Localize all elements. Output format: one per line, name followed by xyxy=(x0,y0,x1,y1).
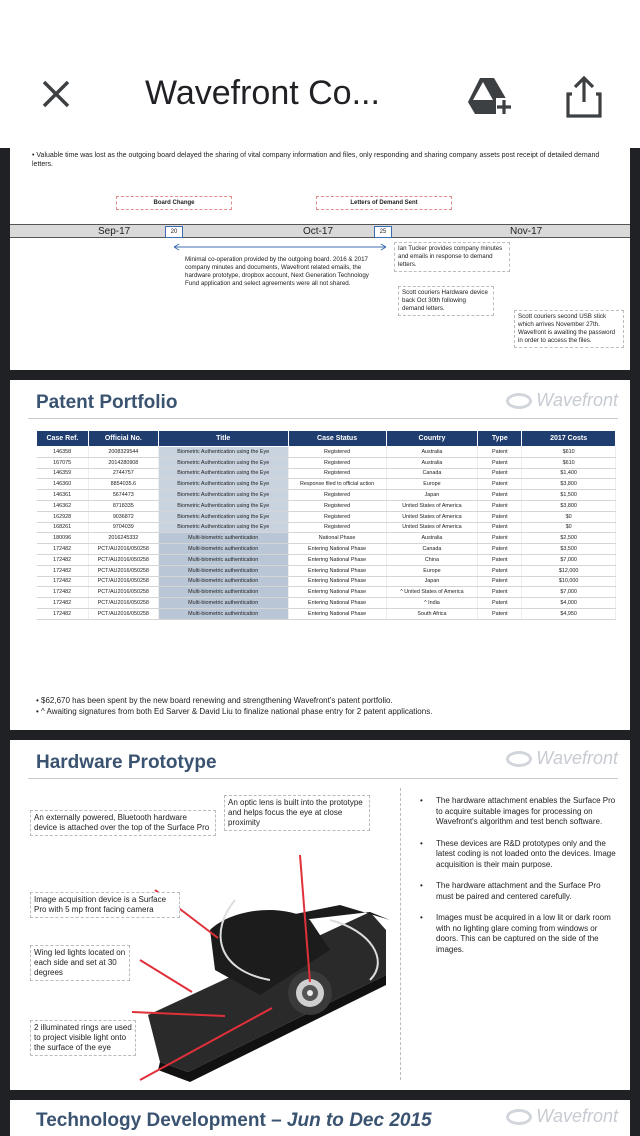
table-cell: Multi-biometric authentication xyxy=(158,533,288,544)
table-cell: Patent xyxy=(478,576,522,587)
table-cell: Biometric Authentication using the Eye xyxy=(158,500,288,511)
table-row xyxy=(37,479,616,490)
wavefront-logo xyxy=(506,1106,618,1127)
table-row xyxy=(37,565,616,576)
table-row xyxy=(37,457,616,468)
table-cell: 146359 xyxy=(37,468,89,479)
wavefront-logo xyxy=(506,748,618,769)
table-cell: Biometric Authentication using the Eye xyxy=(158,468,288,479)
table-cell: South Africa xyxy=(386,608,478,619)
logo-ring-icon xyxy=(506,751,532,767)
page-hardware-prototype xyxy=(10,740,630,1090)
column-divider xyxy=(400,788,401,1080)
table-cell: Patent xyxy=(478,522,522,533)
patent-bullet-awaiting: • ^ Awaiting signatures from both Ed Sarver & David Liu to finalize national phase entry for 2 patent applications. xyxy=(36,707,433,716)
day-25: 25 xyxy=(374,226,392,238)
table-cell: $4,950 xyxy=(522,608,616,619)
table-cell: PCT/AU2016/050258 xyxy=(88,554,158,565)
table-cell: $0 xyxy=(522,522,616,533)
page-patent-portfolio xyxy=(10,380,630,730)
callout-bluetooth-device: An externally powered, Bluetooth hardware device is attached over the top of the Surface Pro xyxy=(30,810,216,836)
page-timeline xyxy=(10,148,630,370)
table-cell: Registered xyxy=(288,500,386,511)
table-cell: Canada xyxy=(386,544,478,555)
table-row xyxy=(37,554,616,565)
table-cell: Australia xyxy=(386,457,478,468)
day-20: 20 xyxy=(165,226,183,238)
table-cell: 146360 xyxy=(37,479,89,490)
note-usb-stick: Scott couriers second USB stick which arrives November 27th. Wavefront is awaiting the password in order to access the files. xyxy=(514,310,624,348)
table-cell: PCT/AU2016/050258 xyxy=(88,608,158,619)
table-cell: Patent xyxy=(478,479,522,490)
table-cell: Biometric Authentication using the Eye xyxy=(158,447,288,458)
table-cell: Registered xyxy=(288,447,386,458)
table-cell: Biometric Authentication using the Eye xyxy=(158,479,288,490)
table-header: Official No. xyxy=(88,431,158,447)
table-cell: United States of America xyxy=(386,511,478,522)
table-cell: Entering National Phase xyxy=(288,565,386,576)
table-cell: Patent xyxy=(478,587,522,598)
table-cell: $3,800 xyxy=(522,479,616,490)
hardware-prototype-title: Hardware Prototype xyxy=(36,752,217,773)
callout-led-lights: Wing led lights located on each side and set at 30 degrees xyxy=(30,945,130,981)
table-row xyxy=(37,598,616,609)
table-cell: Registered xyxy=(288,490,386,501)
divider xyxy=(28,418,618,419)
table-cell: $4,000 xyxy=(522,598,616,609)
table-header: Case Ref. xyxy=(37,431,89,447)
table-cell: $7,000 xyxy=(522,554,616,565)
table-row xyxy=(37,447,616,458)
table-cell: 146361 xyxy=(37,490,89,501)
table-cell: National Phase xyxy=(288,533,386,544)
table-cell: 162928 xyxy=(37,511,89,522)
table-cell: 172482 xyxy=(37,587,89,598)
table-cell: Biometric Authentication using the Eye xyxy=(158,490,288,501)
table-cell: Biometric Authentication using the Eye xyxy=(158,457,288,468)
table-cell: PCT/AU2016/050258 xyxy=(88,576,158,587)
table-cell: 172482 xyxy=(37,598,89,609)
share-icon[interactable] xyxy=(564,74,604,118)
note-scott-couriers: Scott couriers Hardware device back Oct 30th following demand letters. xyxy=(398,286,494,316)
callout-illuminated-rings: 2 illuminated rings are used to project visible light onto the surface of the eye xyxy=(30,1020,136,1056)
table-cell: Patent xyxy=(478,565,522,576)
table-header: Country xyxy=(386,431,478,447)
page-technology-development xyxy=(10,1100,630,1136)
table-cell: Patent xyxy=(478,500,522,511)
patent-bullet-spent: • $62,670 has been spent by the new board renewing and strengthening Wavefront's patent portfolio. xyxy=(36,696,393,705)
table-cell: China xyxy=(386,554,478,565)
table-cell: 2744757 xyxy=(88,468,158,479)
table-cell: $2,500 xyxy=(522,533,616,544)
hardware-bullet: • These devices are R&D prototypes only and the latest coding is not loaded onto the devices. Image acquisition is their main purpose. xyxy=(420,839,620,871)
table-cell: Multi-biometric authentication xyxy=(158,576,288,587)
table-cell: 172482 xyxy=(37,576,89,587)
table-cell: Patent xyxy=(478,511,522,522)
divider xyxy=(28,778,618,779)
drive-add-icon[interactable] xyxy=(466,76,512,116)
table-row xyxy=(37,522,616,533)
table-cell: $3,800 xyxy=(522,500,616,511)
close-icon[interactable] xyxy=(36,74,76,114)
table-cell: Patent xyxy=(478,447,522,458)
hardware-bullet: • The hardware attachment enables the Surface Pro to acquire suitable images for processing on Wavefront's algorithm and test bench software. xyxy=(420,796,620,828)
table-cell: Patent xyxy=(478,608,522,619)
table-row xyxy=(37,576,616,587)
hardware-bullet: • Images must be acquired in a low lit or dark room with no lighting glare coming from windows or doors. This can be captured on the side of the images. xyxy=(420,913,620,955)
table-cell: Australia xyxy=(386,447,478,458)
logo-ring-icon xyxy=(506,1109,532,1125)
note-ian-tucker: Ian Tucker provides company minutes and emails in response to demand letters. xyxy=(394,242,510,272)
table-cell: 146362 xyxy=(37,500,89,511)
table-cell: 5674473 xyxy=(88,490,158,501)
table-cell: $1,500 xyxy=(522,490,616,501)
table-cell: 9704039 xyxy=(88,522,158,533)
hardware-bullet: • The hardware attachment and the Surface Pro must be paired and centered carefully. xyxy=(420,881,620,902)
table-cell: Patent xyxy=(478,457,522,468)
intro-bullet: • Valuable time was lost as the outgoing board delayed the sharing of vital company information and files, only responding and sharing company assets post receipt of detailed demand letters. xyxy=(32,152,600,168)
wavefront-logo xyxy=(506,390,618,411)
logo-text: Wavefront xyxy=(536,390,618,410)
table-cell: Multi-biometric authentication xyxy=(158,565,288,576)
table-cell: 146358 xyxy=(37,447,89,458)
table-cell: 172482 xyxy=(37,544,89,555)
logo-ring-icon xyxy=(506,393,532,409)
table-cell: $3,500 xyxy=(522,544,616,555)
table-cell: Patent xyxy=(478,598,522,609)
technology-development-title xyxy=(36,1110,432,1132)
document-title: Wavefront Co... xyxy=(145,74,380,112)
table-cell: 8854035.6 xyxy=(88,479,158,490)
table-cell: 2016245332 xyxy=(88,533,158,544)
table-row xyxy=(37,468,616,479)
table-cell: Multi-biometric authentication xyxy=(158,598,288,609)
table-cell: Multi-biometric authentication xyxy=(158,554,288,565)
table-cell: 172482 xyxy=(37,565,89,576)
month-sep: Sep-17 xyxy=(98,226,131,237)
title-main: Technology Development – xyxy=(36,1110,287,1131)
table-cell: Multi-biometric authentication xyxy=(158,587,288,598)
table-cell: Entering National Phase xyxy=(288,576,386,587)
table-cell: Japan xyxy=(386,490,478,501)
app-bar xyxy=(0,0,640,148)
table-cell: Japan xyxy=(386,576,478,587)
table-cell: Biometric Authentication using the Eye xyxy=(158,522,288,533)
table-cell: Patent xyxy=(478,554,522,565)
patent-portfolio-title: Patent Portfolio xyxy=(36,392,178,413)
table-cell: $610 xyxy=(522,457,616,468)
table-cell: PCT/AU2016/050258 xyxy=(88,565,158,576)
table-cell: Biometric Authentication using the Eye xyxy=(158,511,288,522)
table-header: 2017 Costs xyxy=(522,431,616,447)
board-change-label: Board Change xyxy=(116,196,232,210)
table-header: Case Status xyxy=(288,431,386,447)
table-cell: Multi-biometric authentication xyxy=(158,544,288,555)
table-cell: Registered xyxy=(288,511,386,522)
table-cell: Europe xyxy=(386,565,478,576)
table-row xyxy=(37,587,616,598)
letters-sent-label: Letters of Demand Sent xyxy=(316,196,452,210)
table-cell: Patent xyxy=(478,490,522,501)
table-cell: $12,000 xyxy=(522,565,616,576)
table-cell: United States of America xyxy=(386,522,478,533)
table-cell: $0 xyxy=(522,511,616,522)
title-period: Jun to Dec 2015 xyxy=(286,1110,432,1131)
table-row xyxy=(37,544,616,555)
table-cell: $610 xyxy=(522,447,616,458)
table-cell: Entering National Phase xyxy=(288,554,386,565)
table-cell: $7,000 xyxy=(522,587,616,598)
callout-image-acquisition: Image acquisition device is a Surface Pro with 5 mp front facing camera xyxy=(30,892,180,918)
table-cell: Response filed to official action xyxy=(288,479,386,490)
table-header: Type xyxy=(478,431,522,447)
table-cell: ^ India xyxy=(386,598,478,609)
table-cell: Entering National Phase xyxy=(288,608,386,619)
table-cell: Patent xyxy=(478,468,522,479)
table-cell: PCT/AU2016/050258 xyxy=(88,587,158,598)
table-cell: 168261 xyxy=(37,522,89,533)
table-row xyxy=(37,608,616,619)
table-cell: Canada xyxy=(386,468,478,479)
table-cell: Registered xyxy=(288,522,386,533)
note-minimal-cooperation: Minimal co-operation provided by the outgoing board. 2016 & 2017 company minutes and documents, Wavefront related emails, the hardware prototype, dropbox account, Next Generation Technology Fund application and select agreements were all not shared. xyxy=(182,254,378,290)
table-cell: 2014280908 xyxy=(88,457,158,468)
table-cell: Registered xyxy=(288,468,386,479)
table-cell: Entering National Phase xyxy=(288,544,386,555)
table-cell: $1,400 xyxy=(522,468,616,479)
month-nov: Nov-17 xyxy=(510,226,543,237)
table-cell: PCT/AU2016/050258 xyxy=(88,544,158,555)
table-cell: Patent xyxy=(478,533,522,544)
table-cell: 8718335 xyxy=(88,500,158,511)
table-row xyxy=(37,490,616,501)
table-cell: ^ United States of America xyxy=(386,587,478,598)
table-header: Title xyxy=(158,431,288,447)
table-cell: $10,000 xyxy=(522,576,616,587)
table-cell: Entering National Phase xyxy=(288,598,386,609)
table-row xyxy=(37,500,616,511)
logo-text: Wavefront xyxy=(536,1106,618,1126)
table-cell: PCT/AU2016/050258 xyxy=(88,598,158,609)
table-cell: Australia xyxy=(386,533,478,544)
table-cell: 2008329544 xyxy=(88,447,158,458)
callout-optic-lens: An optic lens is built into the prototype and helps focus the eye at close proximity xyxy=(224,795,370,831)
table-row xyxy=(37,511,616,522)
logo-text: Wavefront xyxy=(536,748,618,768)
table-cell: 180096 xyxy=(37,533,89,544)
table-cell: Entering National Phase xyxy=(288,587,386,598)
table-cell: 9036872 xyxy=(88,511,158,522)
hardware-bullets xyxy=(420,796,620,966)
table-cell: United States of America xyxy=(386,500,478,511)
table-cell: 172482 xyxy=(37,608,89,619)
table-cell: Registered xyxy=(288,457,386,468)
table-cell: 172482 xyxy=(37,554,89,565)
table-cell: Patent xyxy=(478,544,522,555)
table-cell: 167075 xyxy=(37,457,89,468)
timeline-arrow xyxy=(170,242,390,252)
patent-table xyxy=(36,430,616,620)
table-cell: Europe xyxy=(386,479,478,490)
table-row xyxy=(37,533,616,544)
table-cell: Multi-biometric authentication xyxy=(158,608,288,619)
month-oct: Oct-17 xyxy=(303,226,334,237)
